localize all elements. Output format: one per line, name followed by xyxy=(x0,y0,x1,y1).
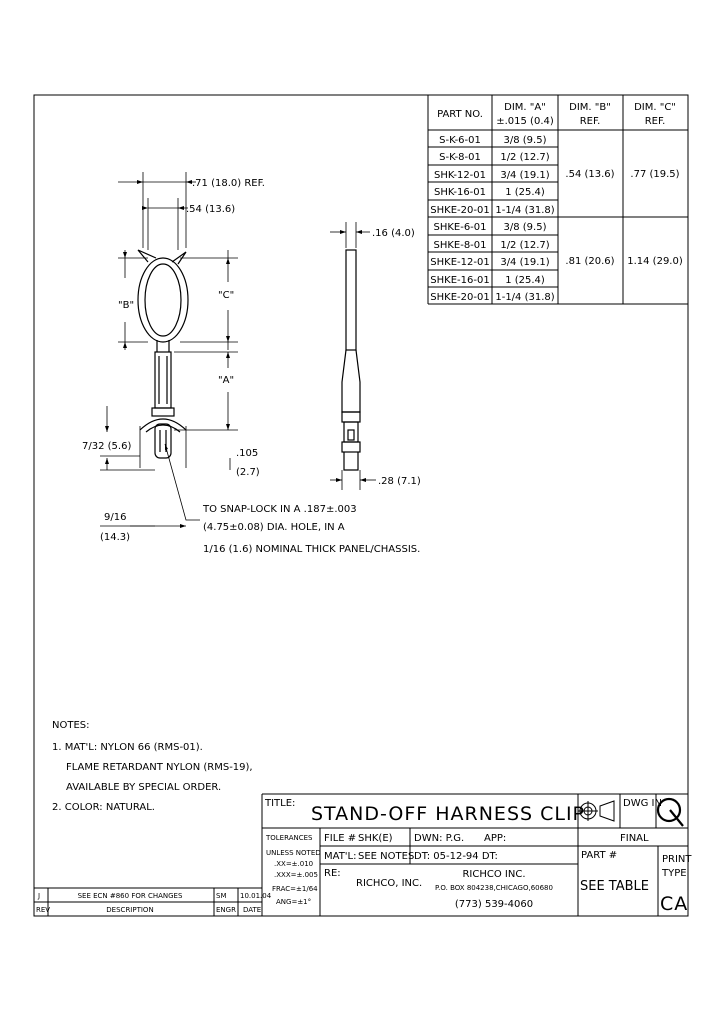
print-label: PRINT xyxy=(662,854,692,865)
tolerances-label: TOLERANCES xyxy=(266,834,313,842)
rev-col: REV xyxy=(36,906,51,914)
dt: DT: 05-12-94 DT: xyxy=(414,851,498,862)
rev-letter: J xyxy=(38,892,41,900)
hdr-dim-a: DIM. "A" xyxy=(504,102,546,113)
dim-9-16-mm: (14.3) xyxy=(100,532,131,543)
clip-side-view xyxy=(342,250,360,470)
title-block-text xyxy=(36,798,692,915)
hdr-dim-c: DIM. "C" xyxy=(634,102,676,113)
side-view-dims xyxy=(330,222,376,490)
snap-note-2: (4.75±0.08) DIA. HOLE, IN A xyxy=(203,522,345,533)
hdr-part-no: PART NO. xyxy=(437,109,483,120)
note-line-4: 2. COLOR: NATURAL. xyxy=(52,802,155,813)
final: FINAL xyxy=(620,833,649,844)
type-label: TYPE xyxy=(662,868,687,879)
re-value: RICHCO, INC. xyxy=(356,878,423,889)
part-table-text xyxy=(430,102,683,303)
note-line-3: AVAILABLE BY SPECIAL ORDER. xyxy=(66,782,222,793)
part-label: PART # xyxy=(581,850,618,861)
label-b: "B" xyxy=(118,300,135,311)
desc-col: DESCRIPTION xyxy=(106,906,154,914)
hdr-dim-b: DIM. "B" xyxy=(569,102,611,113)
row-dim-a: 1 (25.4) xyxy=(505,187,545,198)
label-a: "A" xyxy=(218,375,235,386)
company-address: P.O. BOX 804238,CHICAGO,60680 xyxy=(435,884,553,892)
dim-105: .105 xyxy=(236,448,259,459)
group1-dim-b: .54 (13.6) xyxy=(565,169,615,180)
row-part: SHK-12-01 xyxy=(433,170,487,181)
part-value: SEE TABLE xyxy=(580,879,650,894)
file-label: FILE # xyxy=(324,833,357,844)
row-dim-a: 1 (25.4) xyxy=(505,275,545,286)
row-part: SHK-16-01 xyxy=(433,187,487,198)
tol-ang: ANG=±1° xyxy=(276,898,312,906)
file-value: SHK(E) xyxy=(358,833,393,844)
dwg-in-label: DWG IN xyxy=(623,798,662,809)
note-line-2: FLAME RETARDANT NYLON (RMS-19), xyxy=(66,762,253,773)
hdr-dim-a-tol: ±.015 (0.4) xyxy=(496,116,554,127)
dim-overall: .71 (18.0) REF. xyxy=(192,178,265,189)
dim-9-16: 9/16 xyxy=(104,512,127,523)
side-view-labels xyxy=(372,228,421,487)
re-label: RE: xyxy=(324,868,341,879)
rev-desc: SEE ECN #860 FOR CHANGES xyxy=(77,892,183,900)
dim-width: .54 (13.6) xyxy=(186,204,236,215)
company-phone: (773) 539-4060 xyxy=(454,899,534,910)
matl-label: MAT'L: xyxy=(324,851,357,862)
dim-105-mm: (2.7) xyxy=(236,467,260,478)
type-value: CA xyxy=(660,893,689,915)
row-dim-a: 3/8 (9.5) xyxy=(503,135,547,146)
row-part: SHKE-20-01 xyxy=(430,292,490,303)
row-dim-a: 1-1/4 (31.8) xyxy=(495,205,555,216)
group2-dim-c: 1.14 (29.0) xyxy=(627,256,683,267)
dim-side-width: .16 (4.0) xyxy=(372,228,415,239)
snap-note-1: TO SNAP-LOCK IN A .187±.003 xyxy=(203,504,357,515)
dim-side-base: .28 (7.1) xyxy=(378,476,421,487)
row-part: SHKE-16-01 xyxy=(430,275,490,286)
front-view-arrows xyxy=(105,180,230,528)
tol-xxx: .XXX=±.005 xyxy=(274,871,318,879)
group1-dim-c: .77 (19.5) xyxy=(630,169,680,180)
dwn: DWN: P.G. xyxy=(414,833,465,844)
snap-note-3: 1/16 (1.6) NOMINAL THICK PANEL/CHASSIS. xyxy=(203,544,421,555)
note-line-1: 1. MAT'L: NYLON 66 (RMS-01). xyxy=(52,742,203,753)
title-label: TITLE: xyxy=(265,798,296,809)
hdr-dim-b-ref: REF. xyxy=(579,116,601,127)
tol-xx: .XX=±.010 xyxy=(274,860,314,868)
clip-front-view xyxy=(138,250,188,458)
dim-7-32: 7/32 (5.6) xyxy=(82,441,132,452)
projection-symbol-icon xyxy=(578,801,614,821)
notes-heading: NOTES: xyxy=(52,720,90,731)
drawing-title: STAND-OFF HARNESS CLIP xyxy=(310,803,586,825)
row-dim-a: 3/4 (19.1) xyxy=(500,257,550,268)
company-name: RICHCO INC. xyxy=(462,869,526,880)
row-dim-a: 1/2 (12.7) xyxy=(500,240,550,251)
rev-engr: SM xyxy=(216,892,227,900)
group2-dim-b: .81 (20.6) xyxy=(565,256,615,267)
richco-logo-icon xyxy=(658,799,683,826)
tol-frac: FRAC=±1/64 xyxy=(272,885,318,893)
front-view-labels xyxy=(82,178,420,555)
row-part: SHKE-12-01 xyxy=(430,257,490,268)
notes xyxy=(52,720,253,813)
row-dim-a: 1-1/4 (31.8) xyxy=(495,292,555,303)
date-col: DATE xyxy=(243,906,262,914)
row-part: S-K-6-01 xyxy=(439,135,481,146)
label-c: "C" xyxy=(218,290,235,301)
app: APP: xyxy=(484,833,507,844)
row-part: S-K-8-01 xyxy=(439,152,481,163)
hdr-dim-c-ref: REF. xyxy=(644,116,666,127)
row-part: SHKE-6-01 xyxy=(433,222,487,233)
row-part: SHKE-20-01 xyxy=(430,205,490,216)
row-dim-a: 3/4 (19.1) xyxy=(500,170,550,181)
row-dim-a: 1/2 (12.7) xyxy=(500,152,550,163)
row-part: SHKE-8-01 xyxy=(433,240,487,251)
engr-col: ENGR xyxy=(216,906,236,914)
row-dim-a: 3/8 (9.5) xyxy=(503,222,547,233)
rev-date: 10.01.04 xyxy=(240,892,272,900)
matl-value: SEE NOTES xyxy=(358,851,415,862)
unless-noted: UNLESS NOTED xyxy=(266,849,321,857)
side-view-arrows xyxy=(336,230,366,482)
